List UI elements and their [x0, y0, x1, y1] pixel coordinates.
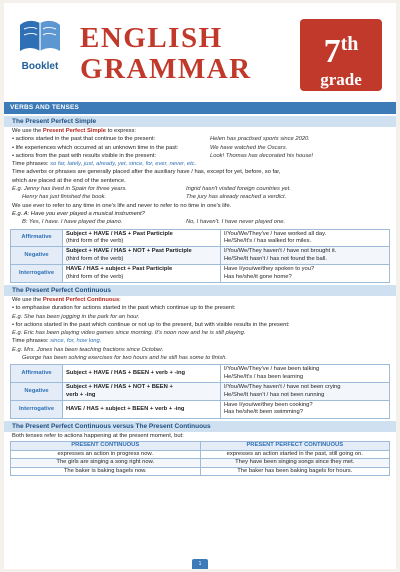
table-row: [11, 450, 390, 459]
ppc-use-2-example: E.g. Eric has been playing video games since morning. It's noon now and he is still playing.: [12, 330, 246, 337]
column-header: PRESENT PERFECT CONTINUOUS: [200, 442, 390, 451]
pps-ever-never-rule: We use ever to refer to any time in one's life and never to refer to no time in one's life.: [12, 202, 232, 209]
table-cell: expresses an action started in the past, still going on.: [200, 450, 390, 459]
table-cell: expresses an action in progress now.: [11, 450, 201, 459]
example-cell: Have I/you/we/they been cooking? Has he/she/it been swimming?: [221, 401, 390, 419]
example-cell: I/You/We/They haven't / have not brought it. He/She/It hasn't / has not found the ball.: [221, 247, 390, 265]
table-header-row: [11, 442, 390, 451]
row-label: Affirmative: [11, 365, 63, 383]
grade-number: 7: [323, 33, 341, 70]
table-row: [11, 229, 390, 247]
pps-use-2: • life experiences which occurred at an unknown time in the past: We have watched the Oscars.: [12, 144, 288, 151]
table-row: [11, 459, 390, 468]
ppc-forms-table: [10, 364, 390, 418]
table-cell: The girls are singing a song right now.: [11, 459, 201, 468]
comparison-table: [10, 441, 390, 476]
column-header: PRESENT CONTINUOUS: [11, 442, 201, 451]
table-cell: They have been singing songs since they met.: [200, 459, 390, 468]
title-line-1: ENGLISH: [80, 22, 223, 54]
pps-use-3: • actions from the past with results visible in the present: Look! Thomas has decorated his house!: [12, 152, 314, 159]
header: [4, 3, 396, 93]
worksheet-page: [4, 3, 396, 569]
pps-forms-table: [10, 229, 390, 283]
row-label: Interrogative: [11, 265, 63, 283]
ppc-intro: We use the Present Perfect Continuous:: [12, 297, 121, 303]
page-title: [80, 23, 252, 85]
ppc-heading: The Present Perfect Continuous: [4, 285, 396, 296]
book-logo-icon: [18, 17, 62, 57]
logo-text: Booklet: [21, 61, 59, 72]
form-cell: Subject + HAVE / HAS + BEEN + verb + -ing: [63, 365, 221, 383]
table-row: [11, 401, 390, 419]
grade-suffix: th: [340, 33, 359, 55]
row-label: Interrogative: [11, 401, 63, 419]
table-row: [11, 247, 390, 265]
content: [4, 116, 396, 476]
ppc-time-phrases: Time phrases: since, for, how long.: [12, 338, 102, 345]
row-label: Affirmative: [11, 229, 63, 247]
grade-word: grade: [320, 70, 362, 89]
pps-heading: The Present Perfect Simple: [4, 116, 396, 127]
pps-example-row-1: E.g. Jenny has lived in Spain for three years. Ingrid hasn't visited foreign countries yet.: [12, 186, 291, 193]
ppc-use-2: • for actions started in the past which continue or not up to the present, but with visible results in the present:: [12, 321, 290, 328]
form-cell: HAVE / HAS + subject + BEEN + verb + -ing: [63, 401, 221, 419]
versus-heading: The Present Perfect Continuous versus The Present Continuous: [4, 421, 396, 432]
example-cell: I/You/We/They've / have been talking He/She/It's / has been learning: [221, 365, 390, 383]
grade-badge: [300, 19, 382, 91]
table-row: [11, 265, 390, 283]
table-row: [11, 365, 390, 383]
form-cell: Subject + HAVE / HAS + NOT + BEEN + verb + -ing: [63, 383, 221, 401]
pps-adverb-rule-2: which are placed at the end of the sentence.: [12, 177, 126, 184]
table-cell: The baker has been baking bagels for hours.: [200, 467, 390, 476]
pps-intro: We use the Present Perfect Simple to express:: [12, 128, 136, 134]
row-label: Negative: [11, 247, 63, 265]
example-cell: I/You/We/They've / have worked all day. He/She/It's / has walked for miles.: [221, 229, 390, 247]
table-cell: The baker is baking bagels now.: [11, 467, 201, 476]
form-cell: Subject + HAVE / HAS + Past Participle (third form of the verb): [63, 229, 221, 247]
pps-example-row-2: Henry has just finished the book. The jury has already reached a verdict.: [22, 194, 287, 201]
section-title: VERBS AND TENSES: [4, 102, 396, 114]
pps-time-phrases: Time phrases: so far, lately, just, already, yet, since, for, ever, never, etc.: [12, 161, 197, 168]
form-cell: Subject + HAVE / HAS + NOT + Past Participle (third form of the verb): [63, 247, 221, 265]
pps-use-1: • actions started in the past that continue to the present: Helen has practised sports since 2020.: [12, 136, 310, 143]
ppc-example-2: George has been solving exercises for two hours and he still has some to finish.: [22, 355, 227, 362]
ppc-example-1: E.g. Mrs. Jones has been teaching fractions since October.: [12, 346, 164, 353]
pps-adverb-rule-1: Time adverbs or phrases are generally placed after the auxiliary have / has, except for yet, before, so far,: [12, 169, 281, 176]
pps-ever-question: E.g. A: Have you ever played a musical instrument?: [12, 210, 145, 217]
table-row: [11, 383, 390, 401]
title-line-2: GRAMMAR: [80, 53, 252, 85]
ppc-use-1-example: E.g. She has been jogging in the park for an hour.: [12, 313, 140, 320]
table-row: [11, 467, 390, 476]
example-cell: I/You/We/They haven't / have not been crying He/She/It hasn't / has not been running: [221, 383, 390, 401]
example-cell: Have I/you/we/they spoken to you? Has he/she/it gone home?: [221, 265, 390, 283]
form-cell: HAVE / HAS + subject + Past Participle (third form of the verb): [63, 265, 221, 283]
pps-ever-answers: B: Yes, I have. I have played the piano. No, I haven't. I have never played one.: [22, 219, 286, 226]
ppc-use-1: • to emphasise duration for actions started in the past which continue up to the present:: [12, 305, 236, 312]
versus-intro: Both tenses refer to actions happening at the present moment, but:: [12, 432, 184, 439]
row-label: Negative: [11, 383, 63, 401]
page-number: 1: [192, 559, 208, 569]
booklet-logo: [12, 17, 68, 83]
